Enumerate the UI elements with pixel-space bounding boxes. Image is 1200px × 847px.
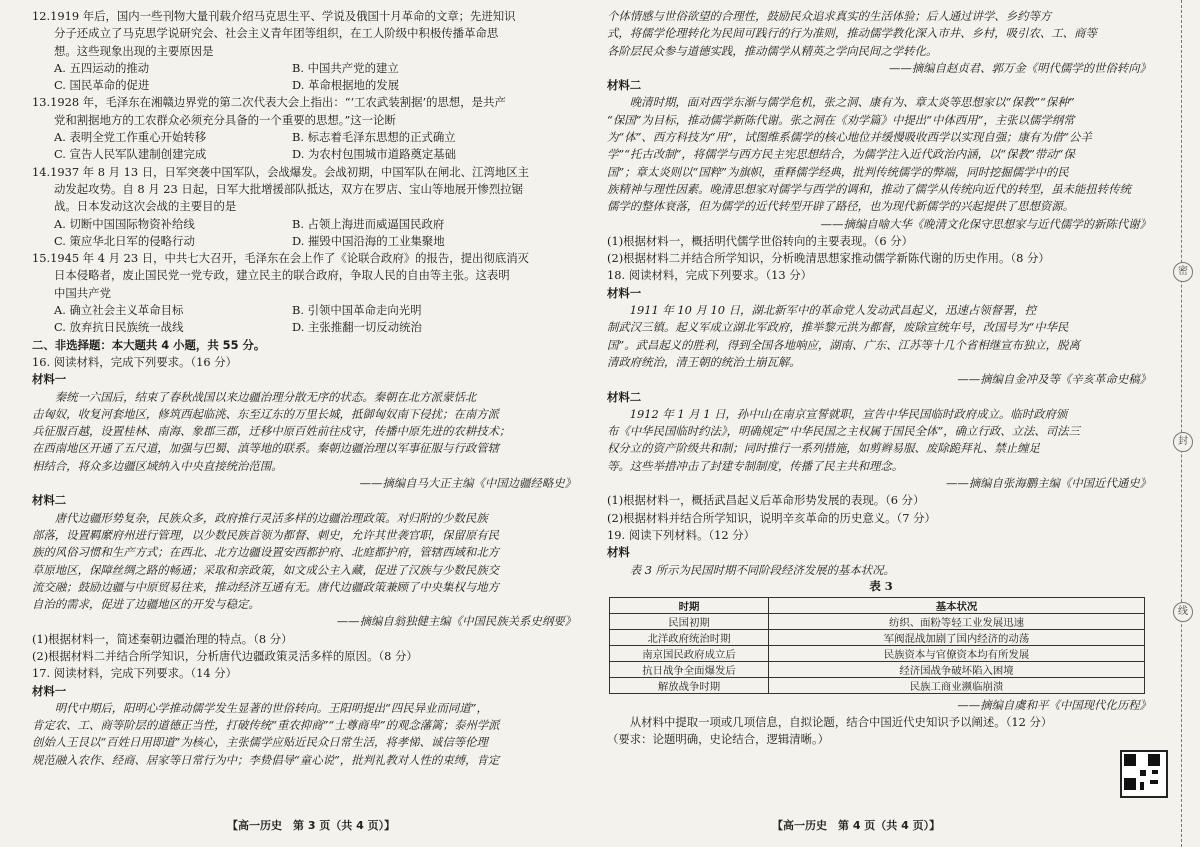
q14-option-c: C. 策应华北日军的侵略行动 [54, 233, 195, 248]
table-caption: 表 3 [869, 578, 893, 593]
table-cell-period: 解放战争时期 [610, 677, 769, 693]
table-source: ——摘编自虞和平《中国现代化历程》 [957, 697, 1151, 712]
q13-stem-line: 13.1928 年，毛泽东在湘赣边界党的第二次代表大会上指出：“‘工农武装割据’的思想，是共产 [32, 95, 506, 110]
q17-material-2-line: 学”“托古改制”，将儒学与西方民主宪思想结合，为儒学注入近代政治内涵，以“保教”带动“保 [607, 147, 1075, 162]
question-19 [607, 527, 1155, 749]
q18-material-1-line: 国”。武昌起义的胜利，得到全国各地响应，湖南、广东、江苏等十几个省相继宣布独立，脱离 [607, 337, 1080, 352]
q18-material-1-line: 制武汉三镇。起义军成立湖北军政府，推举黎元洪为都督，废除宣统年号，改国号为“中华民 [607, 320, 1069, 335]
q17-material-1-line: 肯定农、工、商等阶层的道德正当性，打破传统“重农抑商”“士尊商卑”的观念藩篱；泰州学派 [32, 718, 500, 733]
table-row [610, 645, 1145, 661]
q16-material-1-source: ——摘编自马大正主编《中国边疆经略史》 [359, 476, 576, 491]
table-row [610, 661, 1145, 677]
q18-heading: 18. 阅读材料，完成下列要求。（13 分） [607, 268, 813, 283]
q18-material-2-label: 材料二 [607, 389, 642, 404]
q15-stem-line: 日本侵略者，废止国民党一党专政，建立民主的联合政府，争取人民的自由等主张。这表明 [54, 268, 510, 283]
q15-option-a: A. 确立社会主义革命目标 [54, 303, 184, 318]
q17-material-1-line: 明代中期后，阳明心学推动儒学发生显著的世俗转向。王阳明提出“四民异业而同道”， [32, 700, 488, 715]
exam-page-3 [0, 0, 595, 847]
binding-margin [1175, 0, 1200, 847]
q17-material-1-line: 个体情感与世俗欲望的合理性，鼓励民众追求真实的生活体验；后人通过讲学、乡约等方 [607, 9, 1052, 23]
q14-option-b: B. 占领上海进而威逼国民政府 [292, 216, 445, 231]
question-15 [32, 250, 580, 336]
q14-option-a: A. 切断中国国际物资补给线 [54, 216, 195, 231]
table-row [610, 677, 1145, 693]
question-14 [32, 164, 580, 250]
q16-material-2-line: 流交融；鼓励边疆与中原贸易往来，推动经济互通有无。唐代边疆政策兼顾了中央集权与地方 [32, 579, 500, 594]
q16-requirement-1: (1)根据材料一，简述秦朝边疆治理的特点。（8 分） [32, 631, 293, 646]
q12-stem-line: 12.1919 年后，国内一些刊物大量刊载介绍马克思生平、学说及俄国十月革命的文章；先进知识 [32, 9, 516, 23]
q15-stem-line: 15.1945 年 4 月 23 日，中共七大召开，毛泽东在会上作了《论联合政府》的报告，提出彻底消灭 [32, 251, 530, 266]
q17-requirement-2: (2)根据材料二并结合所学知识，分析晚清思想家推动儒学新陈代谢的历史作用。（8 分） [607, 251, 1050, 266]
q19-intro: 表 3 所示为民国时期不同阶段经济发展的基本状况。 [607, 562, 895, 577]
table-row [610, 629, 1145, 645]
q13-stem-line: 党和割据地方的工农群众必须充分具备的一个重要的思想。”这一论断 [54, 112, 396, 127]
q16-material-2-label: 材料二 [32, 493, 67, 508]
table-cell-period: 民国初期 [610, 613, 769, 629]
q13-option-b: B. 标志着毛泽东思想的正式确立 [292, 130, 456, 145]
q17-material-1-source: ——摘编自赵贞君、郭万金《明代儒学的世俗转向》 [889, 60, 1151, 75]
table-cell-status: 经济国战争破坏陷入困境 [769, 661, 1145, 677]
q18-material-2-line: 1912 年 1 月 1 日，孙中山在南京宣誓就职，宣告中华民国临时政府成立。临时政府颁 [607, 406, 1068, 421]
q17-material-2-line: 晚清时期，面对西学东渐与儒学危机，张之洞、康有为、章太炎等思想家以“保教”“保种” [607, 95, 1075, 110]
q14-stem-line: 14.1937 年 8 月 13 日，日军突袭中国军队，会战爆发。会战初期，中国军队在闸北、江湾地区主 [32, 164, 530, 179]
q17-material-1-line: 创始人王艮以“百姓日用即道”为核心，主张儒学应贴近民众日常生活，将孝悌、诚信等伦理 [32, 735, 488, 750]
q17-material-2-line: 儒学的整体衰落，但为儒学的近代转型开辟了路径，也为现代新儒学的兴起提供了思想资源。 [607, 199, 1075, 214]
q17-material-2-line: 国”；章太炎则以“国粹”为旗帜，重释儒学经典，批判传统儒学的弊端，同时挖掘儒学中的民 [607, 164, 1069, 179]
binding-mark: 线 [1173, 602, 1193, 622]
q16-heading: 16. 阅读材料，完成下列要求。（16 分） [32, 354, 238, 369]
q16-material-1-label: 材料一 [32, 372, 67, 387]
binding-mark: 密 [1173, 262, 1193, 282]
table-cell-status: 纺织、面粉等轻工业发展迅速 [769, 613, 1145, 629]
q19-task: 从材料中提取一项或几项信息，自拟论题，结合中国近代史知识予以阐述。（12 分） [607, 715, 1053, 730]
binding-mark: 封 [1173, 432, 1193, 452]
economy-table [609, 597, 1145, 694]
page-4-column [607, 8, 1155, 749]
q17-requirement-1: (1)根据材料一，概括明代儒学世俗转向的主要表现。（6 分） [607, 233, 914, 248]
q16-material-2-line: 唐代边疆形势复杂，民族众多，政府推行灵活多样的边疆治理政策。对归附的少数民族 [32, 510, 488, 525]
table-header-row [610, 597, 1145, 613]
q18-material-2-line: 布《中华民国临时约法》，明确规定“中华民国之主权属于国民全体”，确立行政、立法、司法三 [607, 424, 1080, 439]
q15-options [32, 302, 580, 337]
q14-option-d: D. 摧毁中国沿海的工业集聚地 [292, 233, 445, 248]
q18-material-2-line: 等。这些举措冲击了封建专制制度，传播了民主共和理念。 [607, 458, 904, 473]
q12-option-b: B. 中国共产党的建立 [292, 60, 399, 75]
q18-material-2-line: 权分立的资产阶级共和制；同时推行一系列措施，如剪辫易服、废除跪拜礼、禁止缠足 [607, 441, 1040, 456]
table-cell-status: 民族资本与官僚资本均有所发展 [769, 645, 1145, 661]
q17-material-2-line: 族精神与理性因素。晚清思想家对儒学与西学的调和，推动了儒学从传统向近代的转型，虽未能扭转传统 [607, 181, 1131, 196]
binding-dashed-line [1181, 0, 1182, 847]
q17-material-1-line: 式，将儒学伦理转化为民间可践行的行为准则，推动儒学教化深入市井、乡村，吸引农、工、商等 [607, 26, 1097, 41]
question-17 [32, 665, 580, 769]
q18-material-1-label: 材料一 [607, 285, 642, 300]
q16-material-2-source: ——摘编自翁独健主编《中国民族关系史纲要》 [336, 614, 576, 629]
q14-stem-line: 战。日本发动这次会战的主要目的是 [54, 199, 237, 214]
table-cell-period: 抗日战争全面爆发后 [610, 661, 769, 677]
q19-heading: 19. 阅读下列材料。（12 分） [607, 527, 756, 542]
q17-material-1-line: 规范融入农作、经商、居家等日常行为中；李贽倡导“童心说”，批判礼教对人性的束缚，肯定 [32, 752, 500, 767]
q17-material-2-line: 为“体”、西方科技为“用”，试图维系儒学的核心地位并缓慢吸收西学以实现自强；康有为借“公羊 [607, 130, 1092, 145]
q16-material-2-line: 自治的需求，促进了边疆地区的开发与稳定。 [32, 597, 260, 612]
page-3-footer: 【高一历史 第 3 页（共 4 页）】 [227, 819, 396, 832]
q15-option-b: B. 引领中国革命走向光明 [292, 303, 422, 318]
q12-options [32, 60, 580, 95]
q12-option-c: C. 国民革命的促进 [54, 78, 150, 93]
page-3-column [32, 8, 580, 769]
q18-material-1-line: 1911 年 10 月 10 日，湖北新军中的革命党人发动武昌起义，迅速占领督署，控 [607, 303, 1037, 318]
q16-material-1-line: 相结合，将众多边疆区域纳入中央直接统治范围。 [32, 458, 283, 473]
table-cell-period: 南京国民政府成立后 [610, 645, 769, 661]
q17-material-2-source: ——摘编自喻大华《晚清文化保守思想家与近代儒学的新陈代谢》 [820, 216, 1151, 231]
q16-material-1-line: 在西南地区开通了五尺道，加强与巴蜀、滇等地的联系。秦朝边疆治理以军事征服与行政管辖 [32, 441, 500, 456]
q16-material-2-line: 部落，设置羁縻府州进行管理，以少数民族首领为都督、刺史，允许其世袭官职，保留原有民 [32, 527, 500, 542]
q12-option-a: A. 五四运动的推动 [54, 60, 150, 75]
q19-material-label: 材料 [607, 545, 630, 560]
q13-option-a: A. 表明全党工作重心开始转移 [54, 130, 207, 145]
exam-page-4 [595, 0, 1175, 847]
q16-material-1-line: 秦统一六国后，结束了春秋战国以来边疆治理分散无序的状态。秦朝在北方派蒙恬北 [32, 389, 477, 404]
q16-material-2-line: 族的风俗习惯和生产方式；在西北、北方边疆设置安西都护府、北庭都护府，管辖西域和北方 [32, 545, 500, 560]
q14-stem-line: 动发起攻势。自 8 月 23 日起，日军大批增援部队抵达，双方在罗店、宝山等地展开惨烈拉锯 [54, 181, 524, 196]
q16-material-1-line: 击匈奴，收复河套地区，修筑西起临洮、东至辽东的万里长城，抵御匈奴南下侵扰；在南方派 [32, 406, 500, 421]
table-cell-status: 民族工商业濒临崩溃 [769, 677, 1145, 693]
q12-stem-line: 分子还成立了马克思学说研究会、社会主义青年团等组织，在工人阶级中积极传播革命思 [54, 26, 499, 41]
section-2-heading: 二、非选择题：本大题共 4 小题，共 55 分。 [32, 337, 266, 352]
question-13 [32, 94, 580, 163]
q19-requirement: （要求：论题明确，史论结合，逻辑清晰。） [607, 732, 830, 747]
page-4-footer: 【高一历史 第 4 页（共 4 页）】 [772, 819, 941, 832]
q18-material-1-source: ——摘编自金冲及等《辛亥革命史稿》 [957, 372, 1151, 387]
question-12 [32, 8, 580, 94]
q18-material-2-source: ——摘编自张海鹏主编《中国近代通史》 [945, 476, 1151, 491]
q18-requirement-1: (1)根据材料一，概括武昌起义后革命形势发展的表现。（6 分） [607, 493, 925, 508]
q13-options [32, 129, 580, 164]
q12-stem-line: 想。这些现象出现的主要原因是 [54, 43, 214, 58]
q17-material-1-label: 材料一 [32, 683, 67, 698]
q14-options [32, 216, 580, 251]
q17-material-2-label: 材料二 [607, 78, 642, 93]
question-17-continued [607, 8, 1155, 267]
q17-material-2-line: “保国”为目标，推动儒学新陈代谢。张之洞在《劝学篇》中提出“中体西用”，主张以儒学纲常 [607, 112, 1075, 127]
q18-requirement-2: (2)根据材料并结合所学知识，说明辛亥革命的历史意义。（7 分） [607, 510, 936, 525]
q15-option-c: C. 放弃抗日民族统一战线 [54, 320, 184, 335]
q12-option-d: D. 革命根据地的发展 [292, 78, 400, 93]
q13-option-d: D. 为农村包围城市道路奠定基础 [292, 147, 457, 162]
q15-option-d: D. 主张推翻一切反动统治 [292, 320, 422, 335]
q17-heading: 17. 阅读材料，完成下列要求。（14 分） [32, 666, 238, 681]
table-header-period: 时期 [610, 597, 769, 613]
table-cell-period: 北洋政府统治时期 [610, 629, 769, 645]
question-18 [607, 267, 1155, 526]
q16-material-1-line: 兵征服百越，设置桂林、南海、象郡三郡，迁移中原百姓前往戍守，传播中原先进的农耕技术； [32, 424, 511, 439]
q17-material-1-line: 各阶层民众参与道德实践，推动儒学从精英之学向民间之学转化。 [607, 43, 938, 58]
q18-material-1-line: 清政府统治，清王朝的统治土崩瓦解。 [607, 354, 801, 369]
q16-requirement-2: (2)根据材料二并结合所学知识，分析唐代边疆政策灵活多样的原因。（8 分） [32, 648, 418, 663]
table-header-status: 基本状况 [769, 597, 1145, 613]
q13-option-c: C. 宣告人民军队建制创建完成 [54, 147, 207, 162]
table-cell-status: 军阀混战加剧了国内经济的动荡 [769, 629, 1145, 645]
q15-stem-line: 中国共产党 [54, 285, 111, 300]
question-16 [32, 354, 580, 665]
table-row [610, 613, 1145, 629]
q16-material-2-line: 草原地区，保障丝绸之路的畅通；采取和亲政策，如文成公主入藏，促进了汉族与少数民族交 [32, 562, 500, 577]
qr-code-icon [1120, 750, 1168, 798]
